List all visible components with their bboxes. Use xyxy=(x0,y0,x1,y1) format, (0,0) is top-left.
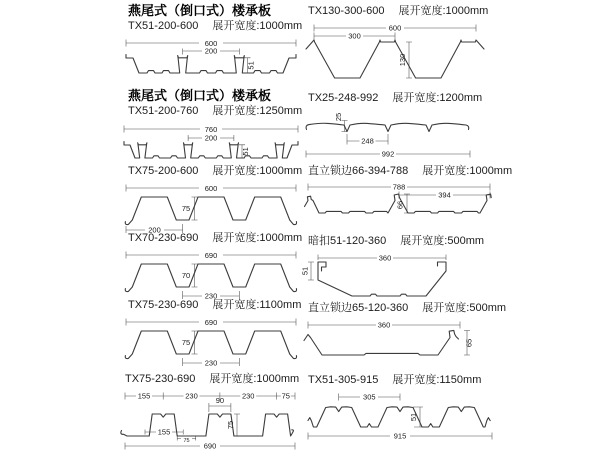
dim-label-overall: 360 xyxy=(378,253,392,263)
dim-label-overall: 915 xyxy=(393,431,407,441)
dim-label-pitch: 200 xyxy=(204,133,218,143)
panel-tx75-230-690-1100 xyxy=(118,297,304,368)
unfold-width: 展开宽度:1000mm xyxy=(212,20,303,32)
profile-outline xyxy=(125,331,296,359)
dim-label-inner: 155 xyxy=(157,427,171,437)
profile-outline xyxy=(124,142,298,159)
spec-code: TX70-230-690 xyxy=(128,232,199,244)
panel-tx75-200-600 xyxy=(118,163,304,236)
panel-spec xyxy=(300,374,510,387)
dim-label-pitch: 200 xyxy=(204,46,218,56)
panel-tx130-300-600 xyxy=(300,3,510,86)
spec-code: TX75-200-600 xyxy=(128,165,199,177)
panel-title: 燕尾式（倒口式）楼承板 xyxy=(128,3,272,18)
panel-spec xyxy=(118,165,304,178)
profile-diagram xyxy=(300,180,510,228)
dim-label-height: 75 xyxy=(181,338,191,347)
profile-diagram xyxy=(118,35,304,81)
dim-label-pitch: 200 xyxy=(148,225,161,235)
panel-title: 燕尾式（倒口式）楼承板 xyxy=(128,88,272,103)
dim-label-height: 66 xyxy=(395,200,405,210)
profile-diagram xyxy=(115,388,305,450)
unfold-width: 展开宽度:1000mm xyxy=(212,232,303,244)
panel-spec xyxy=(118,299,304,312)
spec-code: TX75-230-690 xyxy=(125,373,196,385)
unfold-width: 展开宽度:1000mm xyxy=(209,373,300,385)
panel-tx51-305-915 xyxy=(300,372,510,447)
profile-diagram xyxy=(118,180,304,236)
panel-standing-seam-65-120-360 xyxy=(300,300,510,365)
dim-label-overall: 600 xyxy=(204,183,218,193)
dim-label-top1: 155 xyxy=(137,391,151,401)
spec-code: TX25-248-992 xyxy=(308,92,379,104)
dim-label-height: 70 xyxy=(181,271,191,280)
dim-label-height: 51 xyxy=(241,147,250,156)
dim-label-mid: 90 xyxy=(215,396,225,405)
dim-label-top4: 75 xyxy=(281,391,290,401)
panel-spec xyxy=(118,20,304,33)
profile-diagram xyxy=(300,389,510,447)
dim-label-height: 51 xyxy=(300,266,310,276)
spec-code: TX51-305-915 xyxy=(308,374,379,386)
profile-diagram xyxy=(300,107,500,161)
dim-label-height: 130 xyxy=(398,53,407,67)
profile-diagram xyxy=(300,317,510,365)
unfold-width: 展开宽度:1200mm xyxy=(392,92,483,104)
panel-spec xyxy=(118,105,304,118)
spec-code: TX51-200-600 xyxy=(128,20,199,32)
dim-label-overall: 760 xyxy=(204,124,218,134)
unfold-width: 展开宽度:1000mm xyxy=(422,165,513,177)
profile-outline xyxy=(126,55,296,74)
dim-label-overall: 690 xyxy=(204,250,218,260)
unfold-width: 展开宽度:1250mm xyxy=(212,105,303,117)
dim-label-height: 51 xyxy=(409,412,418,422)
profile-diagram xyxy=(300,20,510,86)
panel-spec xyxy=(118,232,304,245)
dim-label-height: 75 xyxy=(226,420,235,430)
dim-label-height: 51 xyxy=(246,61,256,70)
panel-spec xyxy=(115,373,305,386)
profile-diagram xyxy=(118,314,304,368)
spec-code: 直立锁边65-120-360 xyxy=(308,302,409,314)
profile-outline xyxy=(318,262,446,296)
profile-outline xyxy=(306,40,484,78)
dim-label-pitch: 230 xyxy=(204,358,218,368)
profile-outline xyxy=(306,123,469,131)
unfold-width: 展开宽度:1000mm xyxy=(212,165,303,177)
dimensions xyxy=(308,255,446,281)
profile-outline xyxy=(121,414,294,436)
dim-label-overall: 690 xyxy=(204,317,218,327)
dim-label-pitch: 230 xyxy=(204,291,218,301)
spec-code: 暗扣51-120-360 xyxy=(308,235,387,247)
profile-diagram xyxy=(300,250,510,304)
panel-spec xyxy=(300,92,500,105)
panel-tx51-200-760 xyxy=(118,88,304,174)
unfold-width: 展开宽度:500mm xyxy=(400,235,485,247)
panel-concealed-51-120-360 xyxy=(300,233,510,304)
profile-outline xyxy=(308,407,490,427)
dim-label-overall: 360 xyxy=(377,320,391,330)
unfold-width: 展开宽度:1150mm xyxy=(392,374,482,386)
panel-spec xyxy=(300,165,512,178)
unfold-width: 展开宽度:1100mm xyxy=(212,299,302,311)
dim-label-pitch: 305 xyxy=(363,392,376,402)
dim-label-height: 75 xyxy=(181,204,191,213)
spec-code: TX75-230-690 xyxy=(128,299,199,311)
panel-tx75-230-690-1000 xyxy=(115,371,305,450)
unfold-width: 展开宽度:1000mm xyxy=(398,5,489,17)
spec-code: 直立锁边66-394-788 xyxy=(308,165,409,177)
dim-label-height: 25 xyxy=(334,112,343,122)
dim-label-overall: 600 xyxy=(204,38,218,48)
spec-code: TX130-300-600 xyxy=(308,5,385,17)
dim-label-overall: 690 xyxy=(203,441,217,450)
profile-outline xyxy=(125,264,296,292)
panel-tx25-248-992 xyxy=(300,90,500,161)
panel-standing-seam-66-394-788 xyxy=(300,163,512,228)
dim-label-top2: 230 xyxy=(185,391,198,401)
panel-spec xyxy=(300,5,510,18)
dim-label-overall: 600 xyxy=(388,23,402,33)
dim-label-small: 75 xyxy=(183,437,190,444)
panel-spec xyxy=(300,235,510,248)
dim-label-top3: 230 xyxy=(241,391,255,401)
profile-outline xyxy=(125,197,296,225)
panel-spec xyxy=(300,302,510,315)
dim-label-pitch: 248 xyxy=(361,136,374,146)
dim-label-pitch: 300 xyxy=(348,31,361,41)
unfold-width: 展开宽度:500mm xyxy=(422,302,507,314)
profile-diagram xyxy=(118,247,304,301)
panel-tx51-200-600 xyxy=(118,3,304,81)
spec-code: TX51-200-760 xyxy=(128,105,199,117)
profile-outline xyxy=(304,330,459,355)
dim-label-pitch: 394 xyxy=(438,190,451,200)
dim-label-height: 65 xyxy=(464,338,474,348)
panel-tx70-230-690 xyxy=(118,230,304,301)
dim-label-overall: 788 xyxy=(392,182,406,192)
dim-label-overall: 992 xyxy=(381,149,395,159)
